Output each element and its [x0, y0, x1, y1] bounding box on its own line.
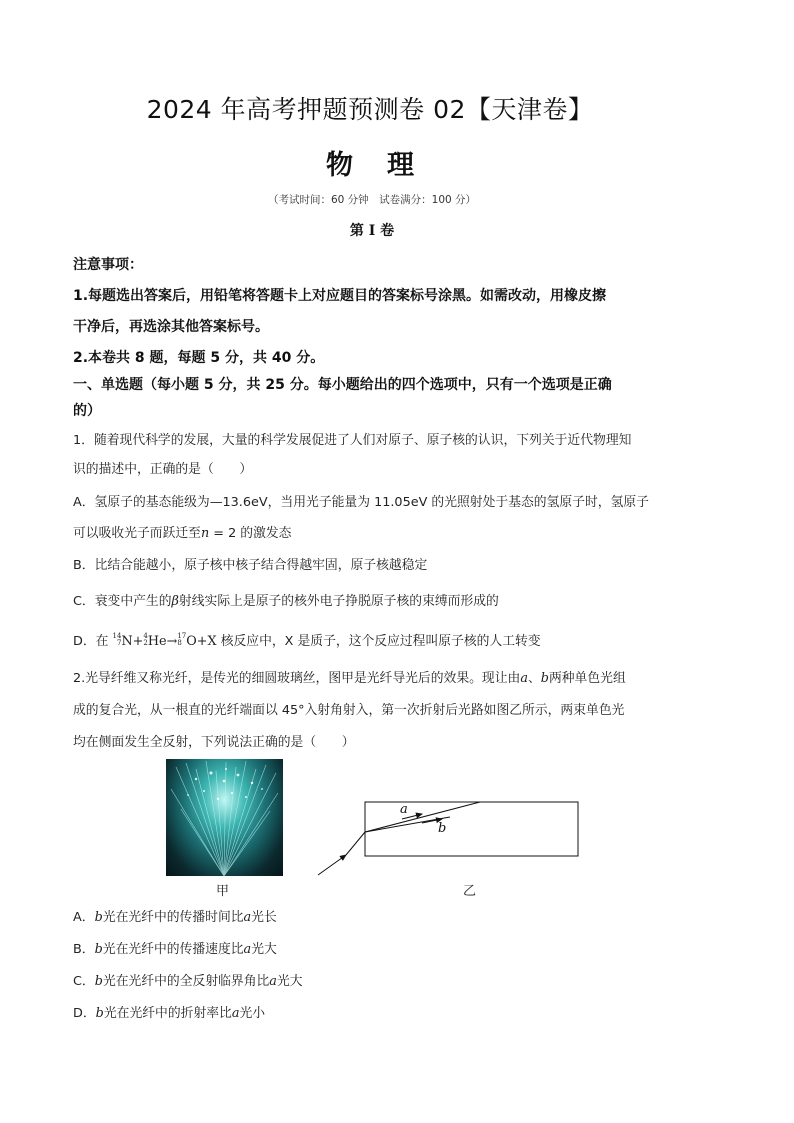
q2-option-b-var-a: a — [243, 942, 252, 957]
fiber-strands-image — [166, 759, 283, 876]
n-mass-number: 14 — [112, 632, 122, 640]
q2-option-a-var-b: b — [94, 910, 103, 925]
q2-option-c-var-b: b — [94, 974, 103, 989]
q2-option-b — [73, 938, 277, 957]
q2-option-b-var-b: b — [94, 942, 103, 957]
reaction-arrow: → — [166, 634, 178, 649]
q2-option-b-suffix: 光大 — [251, 942, 277, 957]
incident-ray-end — [346, 832, 365, 855]
he-mass-number: 4 — [143, 632, 148, 640]
ray-label-a: a — [400, 802, 408, 817]
q1-option-d-text: 核反应中，X 是质子，这个反应过程叫原子核的人工转变 — [220, 634, 541, 649]
q2-option-c — [73, 970, 303, 989]
q1-option-c — [73, 590, 499, 609]
q2-option-a-text: 光在光纤中的传播时间比 — [102, 910, 244, 925]
notice-heading: 注意事项： — [73, 257, 143, 273]
q2-option-d-text: 光在光纤中的折射率比 — [103, 1006, 232, 1021]
exam-title: 2024 年高考押题预测卷 02【天津卷】 — [146, 95, 594, 124]
q2-stem-text: 2.光导纤维又称光纤，是传光的细圆玻璃丝，图甲是光纤导光后的效果。现让由 — [73, 671, 521, 686]
o-charge-number: 8 — [177, 639, 182, 647]
plus-sign-2: + — [196, 634, 208, 649]
q2-var-a: a — [520, 671, 528, 686]
figure-right-caption: 乙 — [463, 884, 477, 899]
notice-item-2: 2.本卷共 8 题，每题 5 分，共 40 分。 — [73, 350, 325, 366]
ray-label-b: b — [438, 821, 447, 836]
q2-stem-line-2: 成的复合光，从一根直的光纤端面以 45°入射角射入，第一次折射后光路如图乙所示，两束单色光 — [73, 703, 625, 718]
q2-option-d — [73, 1002, 265, 1021]
subject-char-2: 理 — [387, 150, 414, 181]
fiber-optic-photo — [166, 759, 283, 876]
q1-option-d — [73, 630, 541, 649]
q2-option-b-prefix: B． — [73, 942, 95, 957]
q2-option-c-var-a: a — [269, 974, 277, 989]
q2-option-a-var-a: a — [243, 910, 252, 925]
optical-fiber-outline — [365, 802, 578, 856]
q2-option-b-text: 光在光纤中的传播速度比 — [102, 942, 244, 957]
optical-path-diagram — [310, 795, 585, 880]
q1-option-a-text-end: = 2 的激发态 — [209, 526, 292, 541]
notice-item-1-line-2: 干净后，再选涂其他答案标号。 — [73, 319, 269, 335]
q2-option-c-suffix: 光大 — [276, 974, 303, 989]
subject-char-1: 物 — [326, 150, 353, 181]
ray-a — [365, 802, 480, 832]
subject-title — [0, 143, 740, 182]
q2-option-d-var-b: b — [95, 1006, 104, 1021]
he-charge-number: 2 — [143, 639, 148, 647]
q1-option-a-text: 可以吸收光子而跃迁至 — [73, 526, 201, 541]
q2-option-c-prefix: C． — [73, 974, 95, 989]
q1-option-c-text: 射线实际上是原子的核外电子挣脱原子核的束缚而形成的 — [178, 594, 499, 609]
o-mass-number: 17 — [177, 632, 187, 640]
section-heading-line-1: 一、单选题（每小题 5 分，共 25 分。每小题给出的四个选项中，只有一个选项是正确 — [73, 377, 612, 393]
q1-option-a-line-2 — [73, 522, 291, 541]
q1-option-c-prefix: C．衰变中产生的 — [73, 594, 172, 609]
section-heading-line-2: 的） — [73, 403, 101, 419]
q2-option-a-prefix: A． — [73, 910, 95, 925]
plus-sign: + — [132, 634, 144, 649]
volume-heading: 第 I 卷 — [349, 223, 395, 239]
q2-stem-line-3: 均在侧面发生全反射，下列说法正确的是（ ） — [73, 735, 355, 750]
notice-item-1-line-1: 1.每题选出答案后，用铅笔将答题卡上对应题目的答案标号涂黑。如需改动，用橡皮擦 — [73, 288, 607, 304]
q1-option-c-beta: β — [171, 594, 179, 609]
figure-left-caption: 甲 — [216, 884, 230, 899]
q2-stem-text-end: 两种单色光组 — [548, 671, 626, 686]
q2-option-d-var-a: a — [231, 1006, 240, 1021]
q1-option-a-n-var: n — [200, 526, 210, 541]
n-charge-number: 7 — [116, 639, 122, 647]
incident-ray — [318, 855, 346, 875]
he-symbol: He — [147, 634, 167, 649]
q1-stem-line-1: 1．随着现代科学的发展，大量的科学发展促进了人们对原子、原子核的认识，下列关于近代物理知 — [73, 433, 632, 448]
q2-stem-line-1 — [73, 667, 626, 686]
q1-option-d-prefix: D．在 — [73, 634, 109, 649]
exam-time-info: （考试时间：60 分钟 试卷满分：100 分） — [267, 194, 477, 206]
q2-option-a-suffix: 光长 — [251, 910, 277, 925]
q2-option-d-suffix: 光小 — [239, 1006, 266, 1021]
q2-option-a — [73, 906, 277, 925]
n-symbol: N — [121, 634, 133, 649]
q2-stem-sep: 、 — [527, 671, 541, 686]
q2-option-d-prefix: D． — [73, 1006, 96, 1021]
q1-stem-line-2: 识的描述中，正确的是（ ） — [73, 462, 253, 477]
q1-option-a-line-1: A．氢原子的基态能级为—13.6eV，当用光子能量为 11.05eV 的光照射处于基态的氢原子时，氢原子 — [73, 495, 649, 510]
o-symbol: O — [186, 634, 197, 649]
q2-option-c-text: 光在光纤中的全反射临界角比 — [102, 974, 270, 989]
q2-var-b: b — [540, 671, 549, 686]
nuclear-reaction-equation — [113, 634, 217, 649]
x-symbol: X — [207, 634, 217, 649]
q1-option-b: B．比结合能越小，原子核中核子结合得越牢固，原子核越稳定 — [73, 558, 428, 573]
